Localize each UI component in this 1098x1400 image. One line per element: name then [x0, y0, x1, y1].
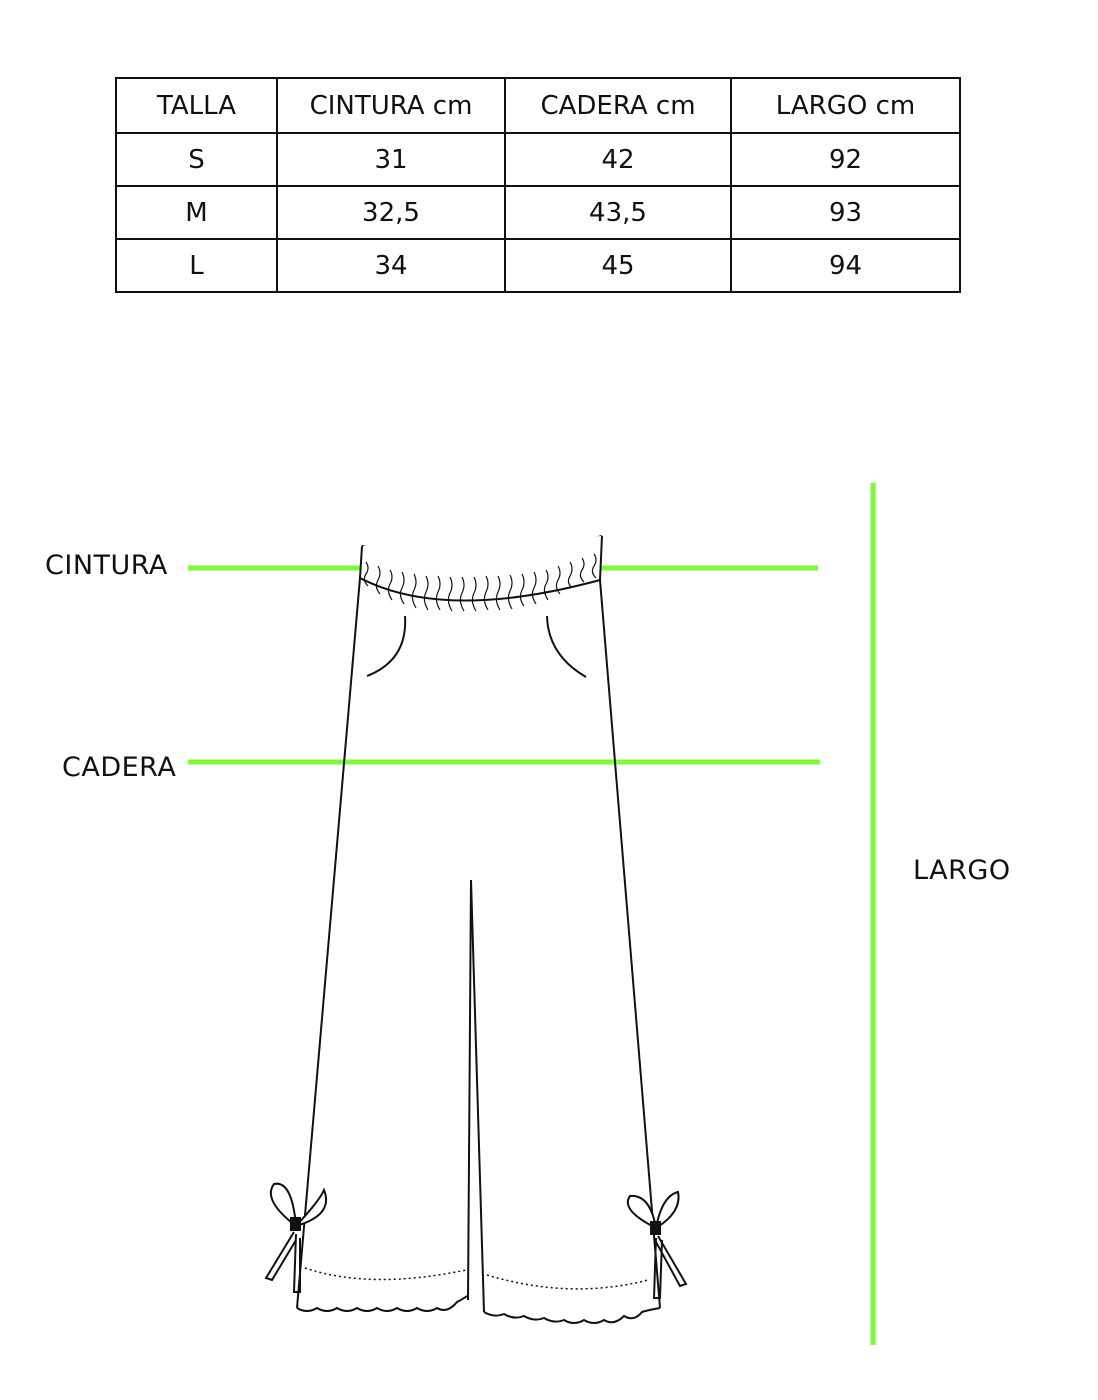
left-outer-seam [297, 578, 360, 1308]
right-hem [484, 1308, 660, 1323]
hip-label: CADERA [62, 752, 177, 783]
cell-waist: 31 [277, 133, 505, 186]
header-cintura: CINTURA cm [277, 78, 505, 133]
cell-hip: 43,5 [505, 186, 731, 239]
header-cadera: CADERA cm [505, 78, 731, 133]
right-pocket [547, 616, 586, 677]
right-hem-stitch [487, 1275, 648, 1289]
cell-waist: 32,5 [277, 186, 505, 239]
right-inseam [471, 880, 484, 1312]
cell-size: L [116, 239, 277, 292]
cell-hip: 45 [505, 239, 731, 292]
left-hem [297, 1296, 467, 1311]
center-seam [468, 880, 471, 1300]
header-talla: TALLA [116, 78, 277, 133]
left-bow [266, 1184, 326, 1292]
left-pocket [367, 616, 405, 676]
cell-size: S [116, 133, 277, 186]
cell-length: 94 [731, 239, 960, 292]
waist-label: CINTURA [45, 550, 168, 581]
cell-waist: 34 [277, 239, 505, 292]
pants-drawing [266, 536, 686, 1323]
header-largo: LARGO cm [731, 78, 960, 133]
cell-size: M [116, 186, 277, 239]
left-bow-tie-b [294, 1234, 300, 1292]
right-bow-knot [651, 1222, 660, 1234]
cell-length: 93 [731, 186, 960, 239]
left-bow-tie-a [266, 1232, 296, 1280]
left-hem-stitch [305, 1268, 466, 1280]
length-label: LARGO [913, 855, 1011, 886]
cell-hip: 42 [505, 133, 731, 186]
waistband-elastic [360, 536, 602, 601]
cell-length: 92 [731, 133, 960, 186]
left-bow-knot [291, 1218, 300, 1230]
